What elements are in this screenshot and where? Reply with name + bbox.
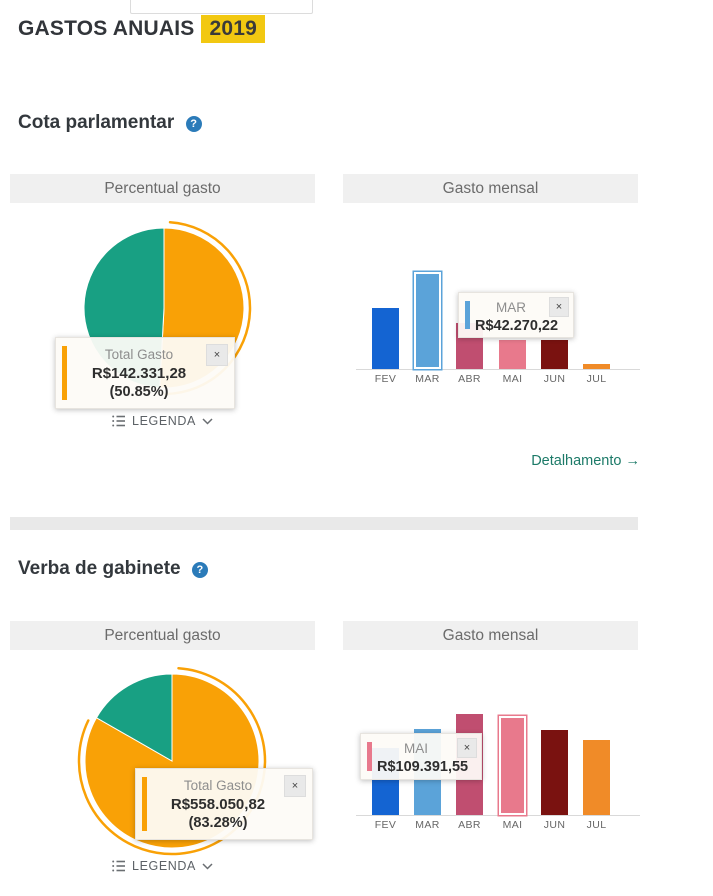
axis-label-jul: JUL — [586, 373, 607, 385]
year-badge: 2019 — [201, 15, 265, 43]
card-header-gasto-mensal: Gasto mensal — [343, 174, 638, 203]
bar-mai[interactable] — [499, 716, 526, 815]
tooltip-percent: (50.85%) — [109, 384, 169, 400]
legend-toggle[interactable] — [112, 859, 213, 873]
legend-row — [10, 414, 315, 432]
axis-label-mar: MAR — [415, 819, 440, 831]
page-title — [18, 15, 265, 43]
tooltip-value: R$42.270,22 — [475, 318, 559, 334]
tooltip-accent-bar — [367, 742, 372, 771]
bar-jun[interactable] — [541, 340, 568, 369]
help-icon[interactable]: ? — [192, 562, 208, 578]
year-dropdown-cutoff[interactable] — [130, 0, 313, 14]
close-icon[interactable]: × — [206, 344, 228, 366]
legend-label: LEGENDA — [132, 859, 196, 873]
chevron-down-icon — [202, 418, 213, 425]
legend-toggle[interactable] — [112, 414, 213, 428]
bar-fev[interactable] — [372, 308, 399, 369]
section-title-verba-gabinete — [18, 558, 208, 580]
bar-mai[interactable] — [499, 340, 526, 369]
bar-tooltip-verba — [360, 733, 482, 780]
axis-label-mar: MAR — [415, 373, 440, 385]
axis-label-abr: ABR — [458, 373, 481, 385]
axis-label-abr: ABR — [458, 819, 481, 831]
tooltip-title: MAR — [496, 300, 526, 315]
tooltip-title: Total Gasto — [183, 778, 253, 793]
section-title-text: Verba de gabinete — [18, 558, 181, 579]
axis-label-fev: FEV — [374, 819, 397, 831]
card-header-percentual-gasto: Percentual gasto — [10, 174, 315, 203]
section-title-cota-parlamentar — [18, 112, 202, 134]
list-icon — [112, 415, 126, 427]
bar-mar[interactable] — [414, 272, 441, 369]
tooltip-accent-bar — [142, 777, 147, 831]
axis-label-jun: JUN — [543, 373, 566, 385]
tooltip-value: R$558.050,82 — [170, 796, 266, 813]
axis-label-mai: MAI — [502, 819, 523, 831]
tooltip-accent-bar — [62, 346, 67, 400]
card-header-percentual-gasto: Percentual gasto — [10, 621, 315, 650]
close-icon[interactable]: × — [457, 738, 477, 758]
close-icon[interactable]: × — [549, 297, 569, 317]
card-header-gasto-mensal: Gasto mensal — [343, 621, 638, 650]
tooltip-percent: (83.28%) — [188, 815, 248, 831]
bar-jul[interactable] — [583, 740, 610, 815]
detalhamento-link[interactable]: Detalhamento → — [531, 453, 640, 469]
section-separator — [10, 517, 638, 530]
axis-label-fev: FEV — [374, 373, 397, 385]
help-icon[interactable]: ? — [186, 116, 202, 132]
axis-label-jun: JUN — [543, 819, 566, 831]
bar-jul[interactable] — [583, 364, 610, 369]
close-icon[interactable]: × — [284, 775, 306, 797]
legend-label: LEGENDA — [132, 414, 196, 428]
tooltip-title: Total Gasto — [104, 347, 174, 362]
bar-tooltip-cota — [458, 292, 574, 338]
axis-label-jul: JUL — [586, 819, 607, 831]
tooltip-accent-bar — [465, 301, 470, 329]
tooltip-title: MAI — [403, 741, 428, 756]
bar-jun[interactable] — [541, 730, 568, 815]
tooltip-value: R$142.331,28 — [91, 365, 187, 382]
legend-row — [10, 859, 315, 877]
pie-tooltip-verba — [135, 768, 313, 840]
axis-label-mai: MAI — [502, 373, 523, 385]
list-icon — [112, 860, 126, 872]
chevron-down-icon — [202, 863, 213, 870]
section-title-text: Cota parlamentar — [18, 112, 175, 133]
pie-tooltip-cota — [55, 337, 235, 409]
page-title-text: GASTOS ANUAIS — [18, 17, 195, 40]
tooltip-value: R$109.391,55 — [377, 759, 469, 775]
